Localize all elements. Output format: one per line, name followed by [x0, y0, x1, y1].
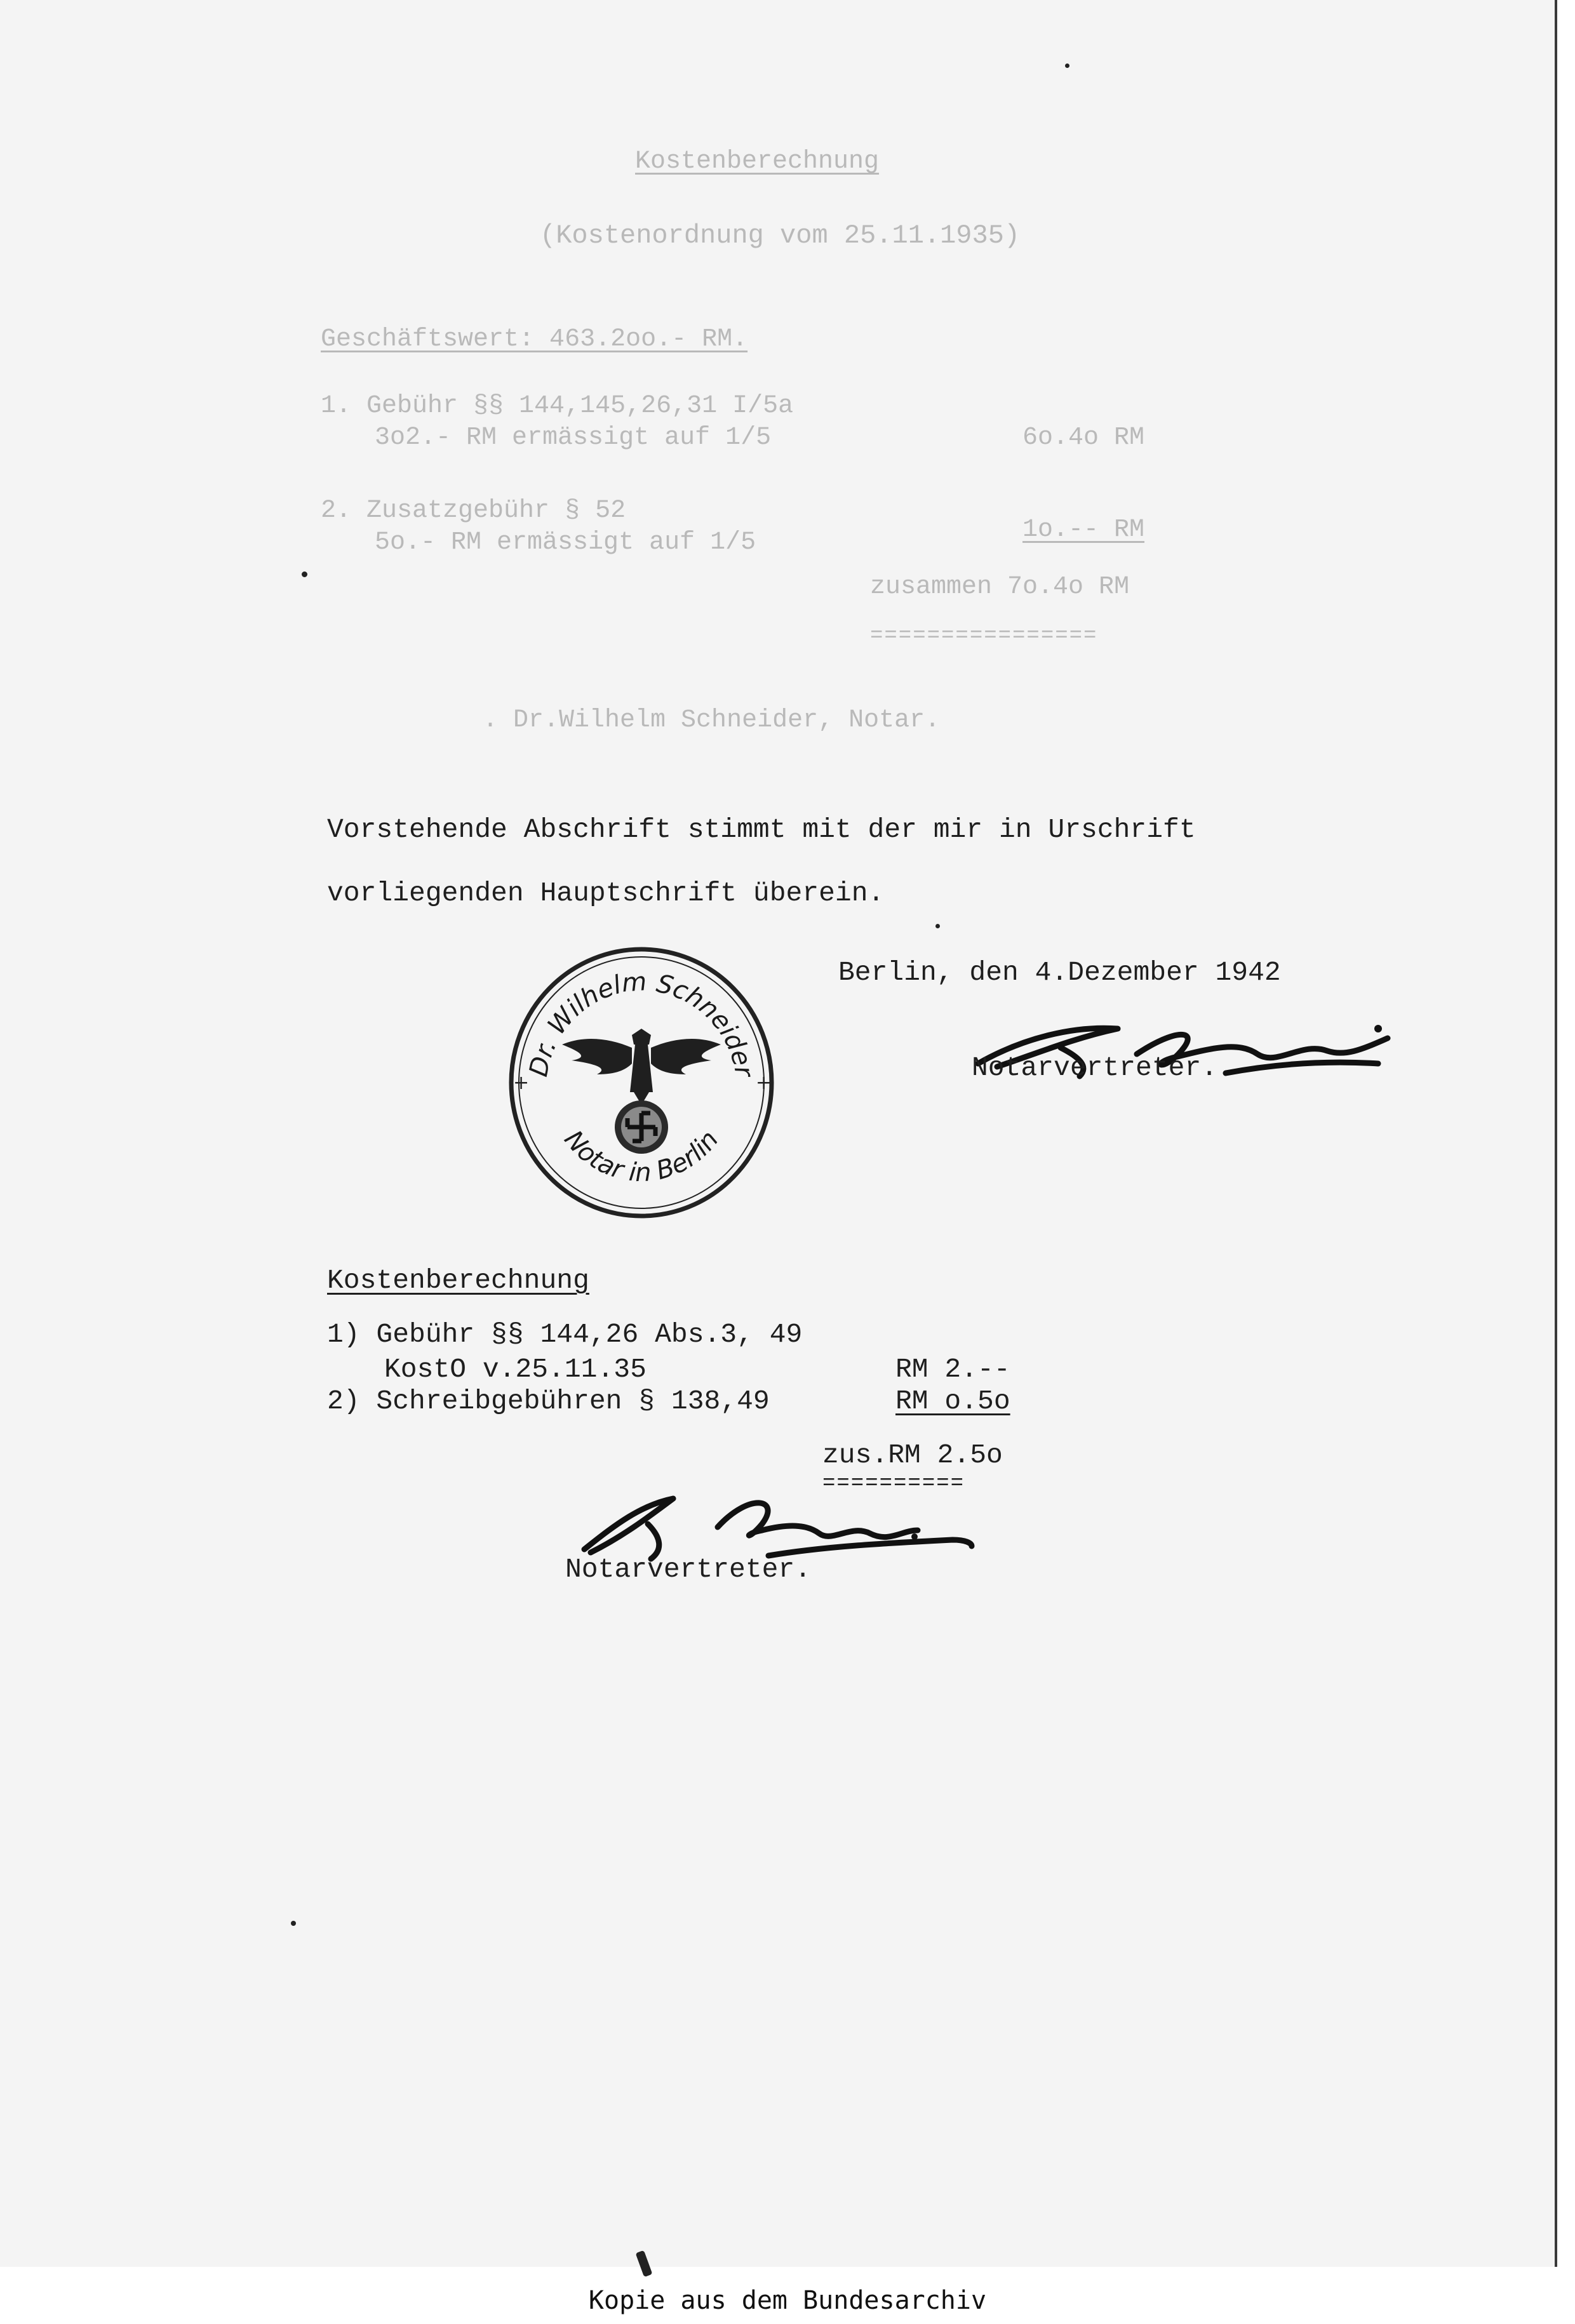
- business-value: Geschäftswert: 463.2oo.- RM.: [321, 325, 748, 354]
- fee-calc-subtitle: (Kostenordnung vom 25.11.1935): [540, 220, 1021, 251]
- certification-line-2: vorliegenden Hauptschrift überein.: [327, 878, 885, 909]
- scan-speck: [291, 1921, 296, 1926]
- fee-copy-item-2-amount: RM o.5o: [895, 1386, 1010, 1417]
- notary-seal: [502, 933, 781, 1225]
- fee-copy-title: Kostenberechnung: [327, 1265, 589, 1296]
- fee-copy-total-rule: ==========: [822, 1472, 965, 1496]
- seal-text-bottom: Notar in Berlin: [558, 1125, 725, 1188]
- fee-item-2-line-1: 2. Zusatzgebühr § 52: [321, 497, 626, 525]
- fee-total-rule: ================: [870, 624, 1098, 648]
- fee-copy-item-2-line-1: 2) Schreibgebühren § 138,49: [327, 1386, 770, 1417]
- signatory-title-1: Notarvertreter.: [972, 1052, 1218, 1083]
- fee-item-1-amount: 6o.4o RM: [1022, 424, 1145, 452]
- fee-copy-item-1-line-2: KostO v.25.11.35: [384, 1354, 647, 1385]
- fee-copy-item-1-amount: RM 2.--: [895, 1354, 1010, 1385]
- notary-name: . Dr.Wilhelm Schneider, Notar.: [483, 706, 941, 735]
- fee-calc-title: Kostenberechnung: [635, 147, 880, 176]
- signature-1: [972, 1003, 1397, 1099]
- eagle-emblem: [562, 1029, 721, 1105]
- scan-speck: [636, 2250, 653, 2277]
- seal-text-top: Dr. Wilhelm Schneider: [523, 967, 759, 1079]
- fee-item-2-amount: 1o.-- RM: [1022, 516, 1145, 544]
- fee-item-1-line-2: 3o2.- RM ermässigt auf 1/5: [375, 424, 772, 452]
- certification-line-1: Vorstehende Abschrift stimmt mit der mir in Urschrift: [327, 814, 1196, 845]
- scan-speck: [302, 571, 307, 577]
- svg-text:+: +: [756, 1072, 772, 1094]
- scan-speck: [1065, 63, 1069, 68]
- place-date: Berlin, den 4.Dezember 1942: [838, 957, 1281, 988]
- fee-item-2-line-2: 5o.- RM ermässigt auf 1/5: [375, 528, 756, 557]
- fee-total: zusammen 7o.4o RM: [870, 573, 1130, 601]
- signatory-title-2: Notarvertreter.: [565, 1554, 812, 1585]
- fee-copy-item-1-line-1: 1) Gebühr §§ 144,26 Abs.3, 49: [327, 1319, 803, 1350]
- scan-speck: [935, 924, 940, 928]
- fee-copy-total: zus.RM 2.5o: [822, 1439, 1003, 1471]
- fee-item-1-line-1: 1. Gebühr §§ 144,145,26,31 I/5a: [321, 392, 794, 420]
- archive-caption: Kopie aus dem Bundesarchiv: [588, 2286, 987, 2315]
- svg-text:+: +: [513, 1072, 530, 1094]
